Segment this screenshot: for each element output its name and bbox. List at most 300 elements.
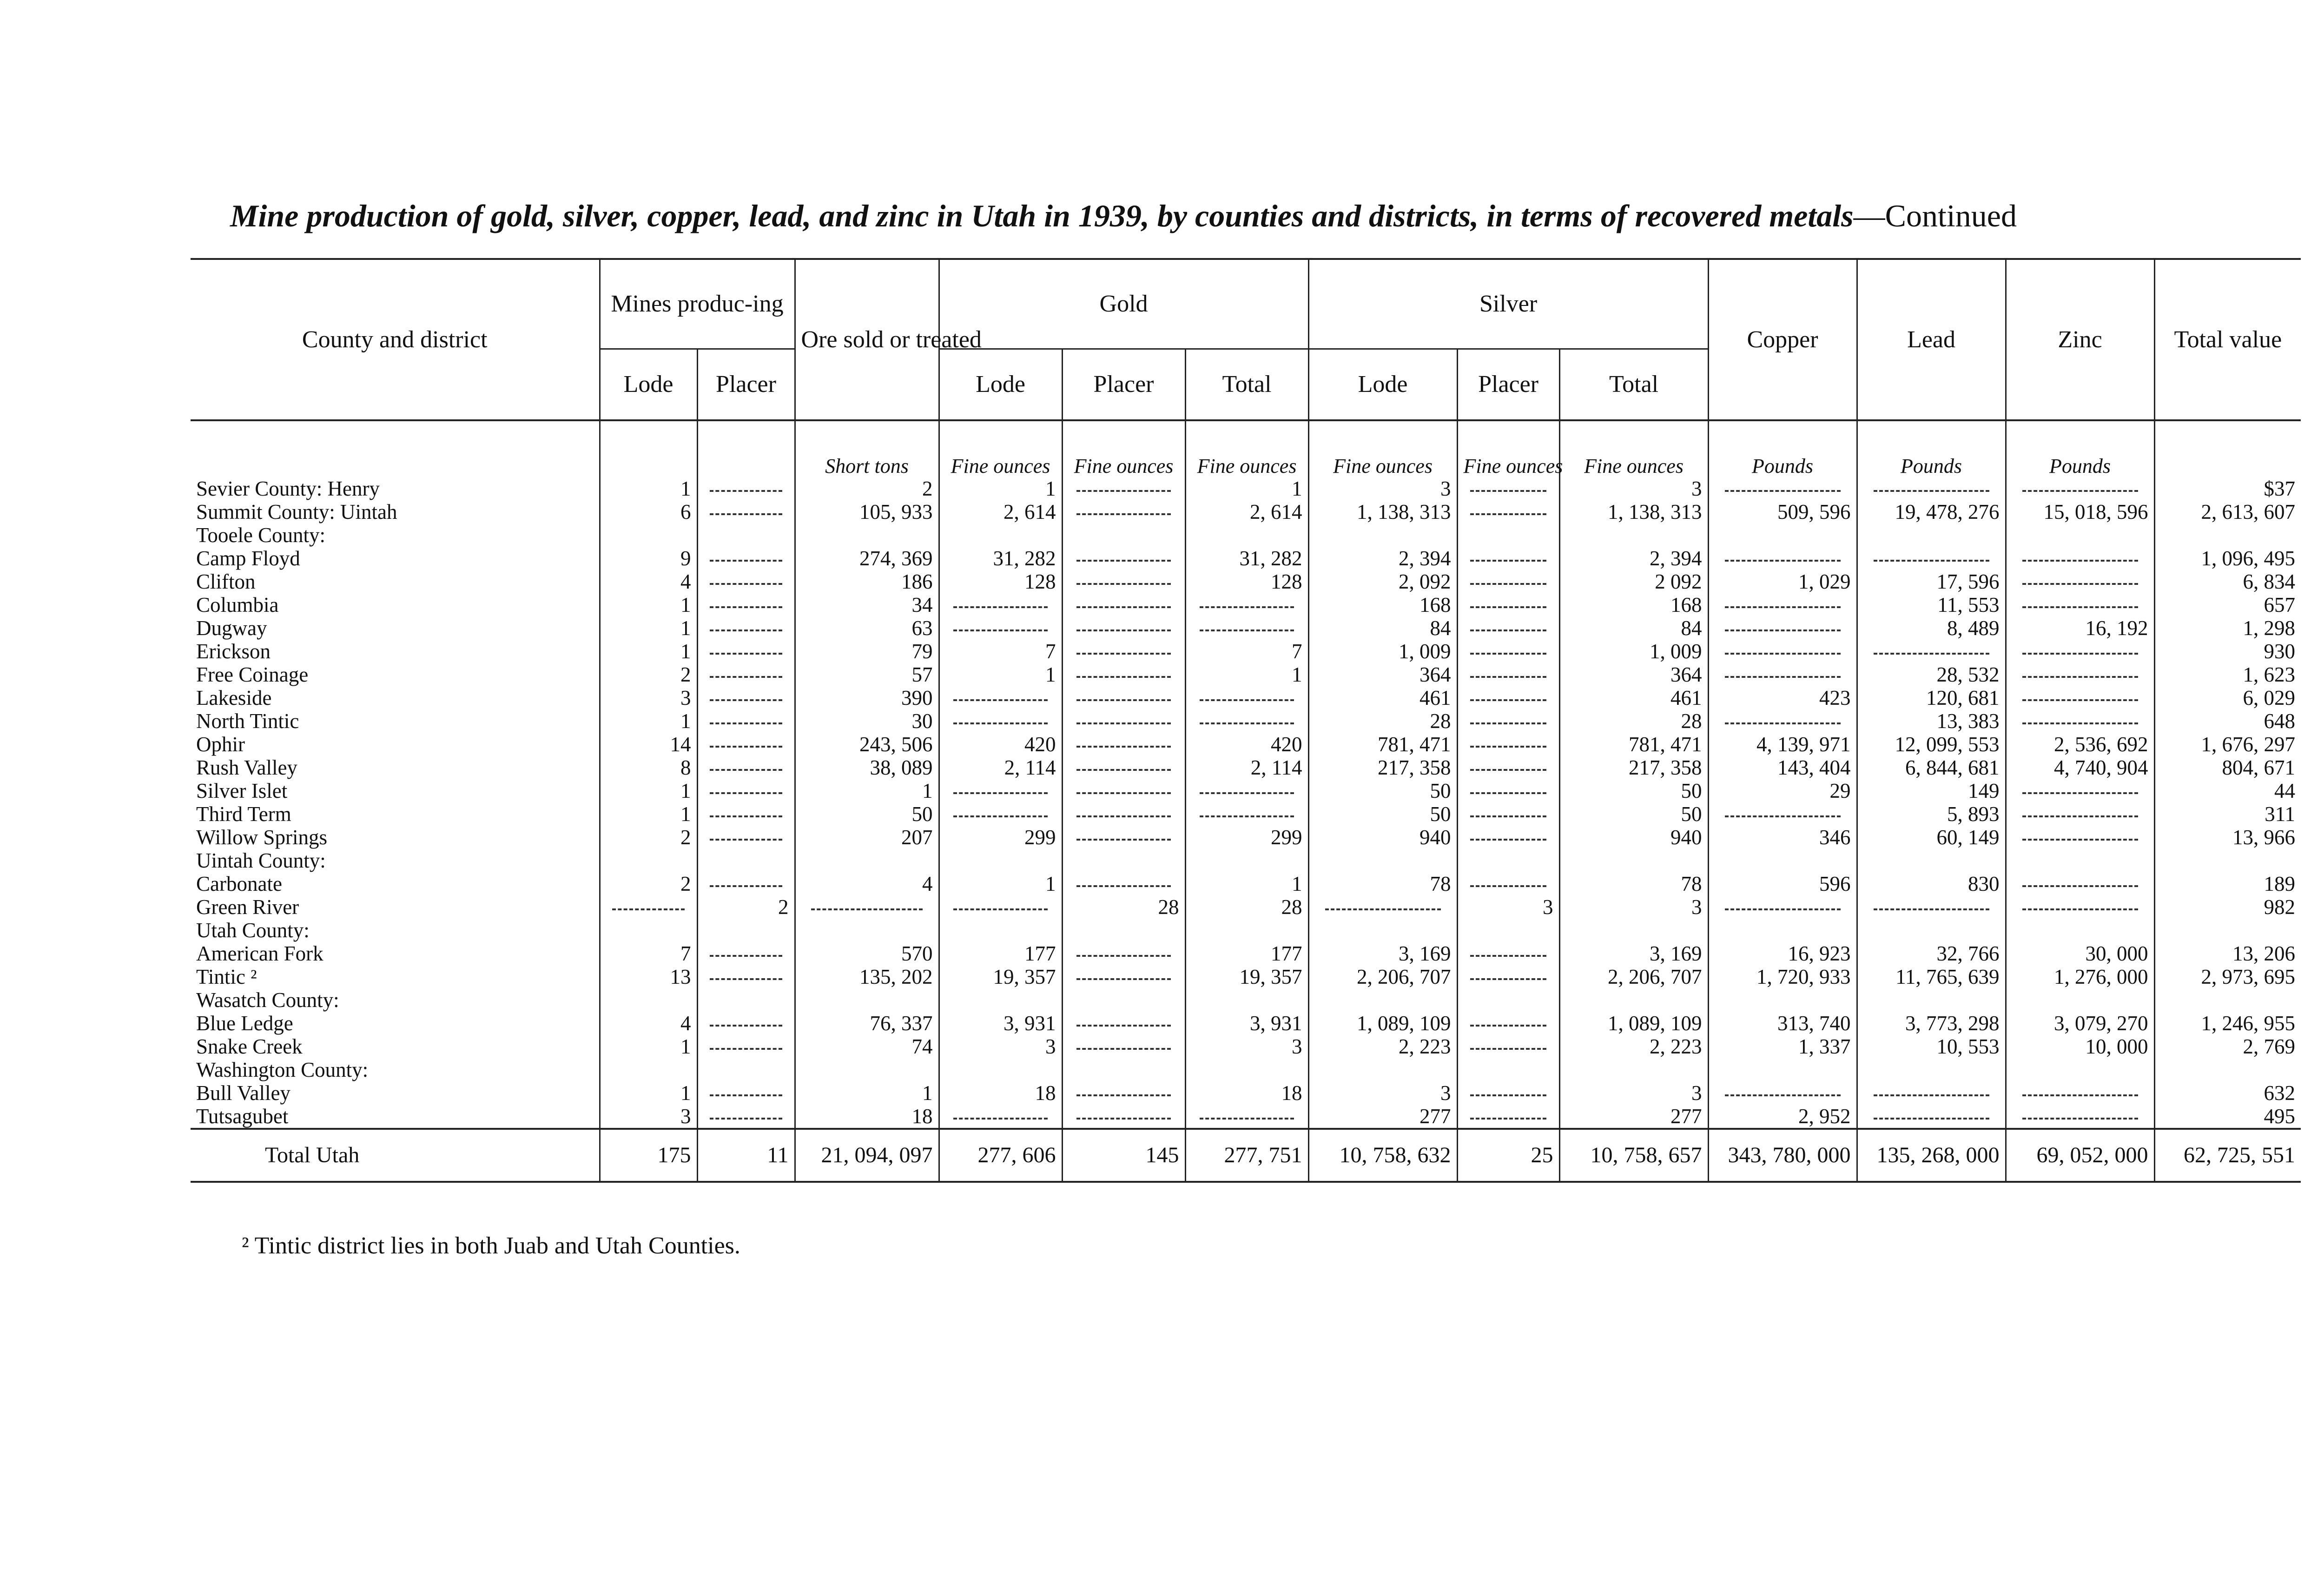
value-cell: 207 [795,826,939,849]
value-cell: 313, 740 [1708,1012,1857,1035]
leader-dash [1076,629,1170,631]
value-cell: 120, 681 [1857,686,2006,709]
blank-cell [2154,523,2301,547]
value-cell: 30 [795,709,939,733]
value-cell: 28 [1185,895,1308,919]
empty-cell-dash [1708,709,1857,733]
blank-cell [2006,988,2154,1012]
leader-dash [1200,1118,1294,1120]
leader-dash [710,653,782,655]
value-cell: 28, 532 [1857,663,2006,686]
unit-label: Fine ounces [939,420,1062,477]
value-cell: 4, 740, 904 [2006,756,2154,779]
value-cell: 6, 834 [2154,570,2301,593]
leader-dash [710,746,782,748]
value-cell: 128 [1185,570,1308,593]
blank-cell [600,523,697,547]
leader-dash [710,839,782,841]
value-cell: 128 [939,570,1062,593]
table-row [191,686,2301,709]
value-cell: 3 [939,1035,1062,1058]
total-label: Total Utah [191,1129,600,1182]
empty-cell-dash [1708,1081,1857,1105]
value-cell: 1 [1185,872,1308,895]
footnote: ² Tintic district lies in both Juab and Utah Counties. [242,1232,740,1259]
value-cell: 2, 114 [1185,756,1308,779]
value-cell: 632 [2154,1081,2301,1105]
empty-cell-dash [1857,895,2006,919]
empty-cell-dash [1062,616,1185,640]
value-cell: 78 [1308,872,1457,895]
value-cell: 1, 089, 109 [1308,1012,1457,1035]
empty-cell-dash [939,895,1062,919]
leader-dash [2022,908,2138,910]
value-cell: 2, 614 [939,500,1062,523]
header-gold-placer: Placer [1062,349,1185,421]
blank-cell [1457,849,1559,872]
district-name: North Tintic [196,709,299,733]
leader-dash [811,908,923,910]
value-cell: 31, 282 [939,547,1062,570]
leader-dash [1200,629,1294,631]
value-cell: 1, 337 [1708,1035,1857,1058]
leader-dash [1470,699,1546,701]
value-cell: 277 [1559,1105,1708,1129]
leader-dash [1470,955,1546,957]
value-cell: 1, 029 [1708,570,1857,593]
value-cell: 3 [1308,477,1457,500]
leader-dash [1874,490,1989,492]
empty-cell-dash [1185,1105,1308,1129]
blank-cell [1708,919,1857,942]
empty-cell-dash [1062,1105,1185,1129]
district-name: Tutsagubet [196,1105,289,1128]
empty-cell-dash [939,593,1062,616]
value-cell: 3 [600,686,697,709]
value-cell: 1, 720, 933 [1708,965,1857,988]
leader-dash [1076,1094,1170,1096]
leader-dash [1470,629,1546,631]
leader-dash [1076,560,1170,562]
blank-cell [795,919,939,942]
value-cell: 3, 931 [939,1012,1062,1035]
value-cell: 2 092 [1559,570,1708,593]
empty-cell-dash [795,895,939,919]
leader-dash [1470,746,1546,748]
value-cell: 1, 298 [2154,616,2301,640]
leader-dash [1470,839,1546,841]
header-silver-placer: Placer [1457,349,1559,421]
value-cell: 29 [1708,779,1857,802]
value-cell: 175 [600,1129,697,1182]
table-row [191,1012,2301,1035]
leader-dash [953,699,1047,701]
leader-dash [1470,1048,1546,1050]
blank-cell [2006,919,2154,942]
unit-label: Fine ounces [1062,420,1185,477]
district-name: Snake Creek [196,1035,303,1058]
county-group-row [191,849,2301,872]
value-cell: 346 [1708,826,1857,849]
leader-dash [953,908,1047,910]
leader-dash [1725,490,1841,492]
blank-cell [697,919,795,942]
district-name: Carbonate [196,872,282,895]
value-cell: 1 [1185,663,1308,686]
empty-cell-dash [1708,895,1857,919]
county-group-row [191,523,2301,547]
leader-dash [1725,560,1841,562]
value-cell: 10, 758, 657 [1559,1129,1708,1182]
blank-cell [1308,919,1457,942]
empty-cell-dash [1062,1081,1185,1105]
table-row [191,779,2301,802]
value-cell: 8 [600,756,697,779]
value-cell: 1, 009 [1559,640,1708,663]
value-cell: 3 [600,1105,697,1129]
empty-cell-dash [1457,640,1559,663]
empty-cell-dash [1062,965,1185,988]
blank-cell [2006,1058,2154,1081]
header-mines-lode: Lode [600,349,697,421]
value-cell: 420 [1185,733,1308,756]
table-row [191,895,2301,919]
county-group-row [191,988,2301,1012]
value-cell: 18 [795,1105,939,1129]
blank-cell [697,1058,795,1081]
value-cell: 648 [2154,709,2301,733]
leader-dash [1470,1118,1546,1120]
empty-cell-dash [697,802,795,826]
leader-dash [710,792,782,794]
value-cell: 1, 676, 297 [2154,733,2301,756]
value-cell: 6, 029 [2154,686,2301,709]
table-row [191,663,2301,686]
value-cell: 50 [1308,802,1457,826]
empty-cell-dash [2006,547,2154,570]
empty-cell-dash [1457,663,1559,686]
value-cell: 940 [1559,826,1708,849]
value-cell: 57 [795,663,939,686]
empty-cell-dash [1062,802,1185,826]
leader-dash [1725,653,1841,655]
value-cell: 62, 725, 551 [2154,1129,2301,1182]
value-cell: 509, 596 [1708,500,1857,523]
value-cell: 1 [600,709,697,733]
table-row [191,756,2301,779]
leader-dash [1470,1025,1546,1027]
value-cell: 217, 358 [1559,756,1708,779]
value-cell: 19, 357 [1185,965,1308,988]
leader-dash [1076,513,1170,515]
empty-cell-dash [697,570,795,593]
value-cell: 570 [795,942,939,965]
empty-cell-dash [697,547,795,570]
blank-cell [1857,919,2006,942]
empty-cell-dash [697,686,795,709]
value-cell: 1 [939,872,1062,895]
leader-dash [710,676,782,678]
value-cell: 343, 780, 000 [1708,1129,1857,1182]
empty-cell-dash [1708,593,1857,616]
value-cell: 2, 223 [1308,1035,1457,1058]
table-row [191,826,2301,849]
value-cell: 217, 358 [1308,756,1457,779]
leader-dash [1200,699,1294,701]
value-cell: 79 [795,640,939,663]
leader-dash [710,722,782,724]
value-cell: 596 [1708,872,1857,895]
empty-cell-dash [1062,547,1185,570]
value-cell: 311 [2154,802,2301,826]
empty-cell-dash [1457,779,1559,802]
district-name: Ophir [196,733,245,756]
empty-cell-dash [697,733,795,756]
value-cell: 13 [600,965,697,988]
empty-cell-dash [697,663,795,686]
table-row [191,709,2301,733]
leader-dash [953,1118,1047,1120]
blank-cell [1457,1058,1559,1081]
leader-dash [1470,978,1546,980]
district-name: Lakeside [196,686,272,709]
value-cell: 18 [939,1081,1062,1105]
value-cell: 78 [1559,872,1708,895]
blank-cell [1308,1058,1457,1081]
value-cell: 9 [600,547,697,570]
empty-cell-dash [1185,802,1308,826]
value-cell: 4 [600,570,697,593]
blank-cell [1457,988,1559,1012]
table-row [191,616,2301,640]
blank-cell [600,988,697,1012]
leader-dash [1470,769,1546,771]
value-cell: 143, 404 [1708,756,1857,779]
value-cell: 15, 018, 596 [2006,500,2154,523]
table-row [191,1081,2301,1105]
county-name: Tooele County: [196,523,326,547]
blank-cell [1857,849,2006,872]
value-cell: 657 [2154,593,2301,616]
value-cell: 28 [1308,709,1457,733]
value-cell: 2, 092 [1308,570,1457,593]
header-gold: Gold [939,259,1308,349]
value-cell: 12, 099, 553 [1857,733,2006,756]
value-cell: 7 [1185,640,1308,663]
value-cell: 105, 933 [795,500,939,523]
district-name: Erickson [196,640,271,663]
unit-label: Pounds [1857,420,2006,477]
header-silver-lode: Lode [1308,349,1457,421]
value-cell: 2, 613, 607 [2154,500,2301,523]
empty-cell-dash [1708,640,1857,663]
empty-cell-dash [697,756,795,779]
empty-cell-dash [697,593,795,616]
leader-dash [1470,490,1546,492]
table-row [191,1105,2301,1129]
value-cell: 3, 079, 270 [2006,1012,2154,1035]
leader-dash [1076,699,1170,701]
empty-cell-dash [939,779,1062,802]
blank-cell [1308,523,1457,547]
leader-dash [1325,908,1441,910]
leader-dash [710,1025,782,1027]
empty-cell-dash [1857,1105,2006,1129]
value-cell: 2, 952 [1708,1105,1857,1129]
empty-cell-dash [600,895,697,919]
blank-cell [2154,1058,2301,1081]
leader-dash [1076,1048,1170,1050]
value-cell: 1 [600,477,697,500]
empty-cell-dash [1062,1012,1185,1035]
leader-dash [1470,583,1546,585]
empty-cell-dash [2006,686,2154,709]
value-cell: 34 [795,593,939,616]
value-cell: 84 [1308,616,1457,640]
blank-cell [697,849,795,872]
leader-dash [1725,629,1841,631]
value-cell: 50 [795,802,939,826]
empty-cell-dash [1185,616,1308,640]
value-cell: 19, 478, 276 [1857,500,2006,523]
leader-dash [1200,792,1294,794]
unit-label [191,420,600,477]
empty-cell-dash [1062,756,1185,779]
blank-cell [1708,523,1857,547]
value-cell: 21, 094, 097 [795,1129,939,1182]
leader-dash [1470,606,1546,608]
leader-dash [1725,1094,1841,1096]
header-mines: Mines produc-ing [600,259,795,349]
value-cell: 2, 114 [939,756,1062,779]
empty-cell-dash [1457,1105,1559,1129]
value-cell: 495 [2154,1105,2301,1129]
value-cell: 13, 383 [1857,709,2006,733]
value-cell: 2 [697,895,795,919]
leader-dash [1076,676,1170,678]
value-cell: 14 [600,733,697,756]
empty-cell-dash [697,1012,795,1035]
empty-cell-dash [2006,1105,2154,1129]
empty-cell-dash [1457,802,1559,826]
empty-cell-dash [1185,779,1308,802]
blank-cell [1185,1058,1308,1081]
leader-dash [1076,746,1170,748]
value-cell: 2, 206, 707 [1559,965,1708,988]
header-silver-total: Total [1559,349,1708,421]
value-cell: 11, 553 [1857,593,2006,616]
district-name: American Fork [196,942,324,965]
unit-label [600,420,697,477]
value-cell: 1 [600,593,697,616]
district-name: Third Term [196,802,291,826]
empty-cell-dash [2006,477,2154,500]
leader-dash [2022,1094,2138,1096]
value-cell: 135, 202 [795,965,939,988]
value-cell: 2, 394 [1308,547,1457,570]
empty-cell-dash [1857,547,2006,570]
value-cell: 1 [600,1035,697,1058]
value-cell: 168 [1308,593,1457,616]
value-cell: 177 [1185,942,1308,965]
leader-dash [1470,792,1546,794]
value-cell: 38, 089 [795,756,939,779]
value-cell: 423 [1708,686,1857,709]
empty-cell-dash [1457,616,1559,640]
empty-cell-dash [697,640,795,663]
empty-cell-dash [1457,733,1559,756]
header-mines-placer: Placer [697,349,795,421]
empty-cell-dash [1457,872,1559,895]
value-cell: 2, 536, 692 [2006,733,2154,756]
table-title [230,198,2261,234]
district-name: Silver Islet [196,779,288,802]
value-cell: 277, 606 [939,1129,1062,1182]
table-row [191,1035,2301,1058]
unit-label: Fine ounces [1457,420,1559,477]
empty-cell-dash [1857,640,2006,663]
table-row [191,547,2301,570]
leader-dash [1725,815,1841,817]
table-row [191,802,2301,826]
value-cell: 69, 052, 000 [2006,1129,2154,1182]
leader-dash [1874,1118,1989,1120]
table-title-continued: —Continued [1853,198,2017,233]
unit-label: Fine ounces [1559,420,1708,477]
value-cell: 3 [1559,1081,1708,1105]
leader-dash [710,769,782,771]
empty-cell-dash [697,1105,795,1129]
empty-cell-dash [1062,570,1185,593]
empty-cell-dash [2006,663,2154,686]
header-county: County and district [302,326,488,353]
leader-dash [1725,722,1841,724]
blank-cell [1457,523,1559,547]
leader-dash [2022,885,2138,887]
table-row [191,570,2301,593]
value-cell: 243, 506 [795,733,939,756]
blank-cell [795,1058,939,1081]
value-cell: 781, 471 [1308,733,1457,756]
value-cell: 299 [939,826,1062,849]
table-row [191,942,2301,965]
value-cell: 3 [1457,895,1559,919]
leader-dash [710,629,782,631]
blank-cell [600,919,697,942]
empty-cell-dash [1457,942,1559,965]
header-zinc: Zinc [2006,259,2154,420]
leader-dash [1874,908,1989,910]
district-name: Sevier County: Henry [196,477,380,500]
header-gold-lode: Lode [939,349,1062,421]
empty-cell-dash [1062,872,1185,895]
district-name: Summit County: Uintah [196,500,397,523]
empty-cell-dash [697,1035,795,1058]
value-cell: 18 [1185,1081,1308,1105]
leader-dash [1076,885,1170,887]
value-cell: 2, 973, 695 [2154,965,2301,988]
empty-cell-dash [1457,500,1559,523]
header-total-value: Total value [2154,259,2301,420]
header-gold-total: Total [1185,349,1308,421]
blank-cell [1457,919,1559,942]
blank-cell [795,523,939,547]
value-cell: 1 [939,663,1062,686]
leader-dash [1076,1025,1170,1027]
unit-label: Fine ounces [1185,420,1308,477]
value-cell: 189 [2154,872,2301,895]
blank-cell [600,1058,697,1081]
